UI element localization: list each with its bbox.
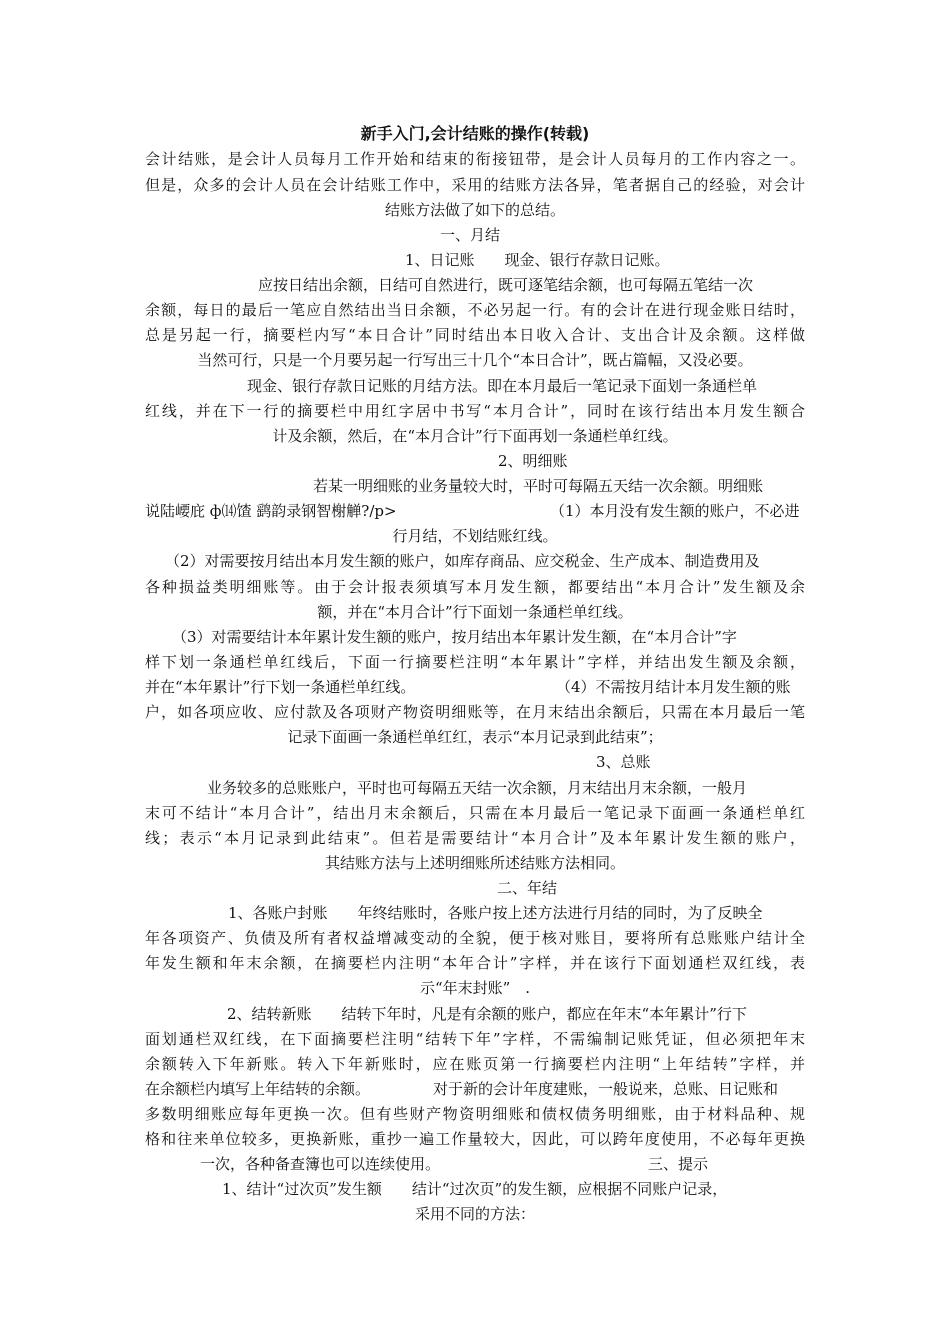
- paragraph-line: 记录下面画一条通栏单红红，表示“本月记录到此结束”；: [287, 728, 663, 746]
- paragraph-line: 末可不结计“本月合计”，结出月末余额后，只需在本月最后一笔记录下面画一条通栏单红: [145, 804, 805, 822]
- paragraph-line: 并在“本年累计”行下划一条通栏单红线。: [145, 678, 416, 696]
- paragraph-line: 多数明细账应每年更换一次。但有些财产物资明细账和债权债务明细账，由于材料品种、规: [145, 1105, 805, 1123]
- paragraph-line: 在余额栏内填写上年结转的余额。: [145, 1080, 371, 1098]
- document-title: 新手入门,会计结账的操作(转载): [360, 124, 590, 143]
- paragraph-line: 格和往来单位较多，更换新账，重抄一遍工作量较大，因此，可以跨年度使用，不必每年更换: [145, 1130, 805, 1148]
- paragraph-line: （2）对需要按月结出本月发生额的账户，如库存商品、应交税金、生产成本、制造费用及: [165, 552, 760, 570]
- paragraph-line: 1、结计“过次页”发生额 结计“过次页”的发生额，应根据不同账户记录，: [222, 1180, 728, 1198]
- subheading-general-ledger: 3、总账: [596, 753, 651, 771]
- paragraph-line: 行月结，不划结账红线。: [392, 527, 558, 545]
- paragraph-line: 当然可行，只是一个月要另起一行写出三十几个“本日合计”，既占篇幅，又没必要。: [197, 351, 753, 369]
- paragraph-line: 余额，每日的最后一笔应自然结出当日余额，不必另起一行。有的会计在进行现金账日结时，: [145, 301, 805, 319]
- paragraph-line: 应按日结出余额，日结可自然进行，既可逐笔结余额，也可每隔五笔结一次: [258, 276, 754, 294]
- section-heading-tips: 三、提示: [648, 1155, 709, 1173]
- subheading-detail-ledger: 2、明细账: [498, 452, 568, 470]
- paragraph-line: 若某一明细账的业务量较大时，平时可每隔五天结一次余额。明细账: [313, 477, 764, 495]
- paragraph-line: 对于新的会计年度建账，一般说来，总账、日记账和: [433, 1080, 779, 1098]
- paragraph-line: 面划通栏双红线，在下面摘要栏注明“结转下年”字样，不需编制记账凭证，但必须把年末: [145, 1030, 805, 1048]
- paragraph-line: 计及余额，然后，在“本月合计”行下面再划一条通栏单红线。: [272, 427, 678, 445]
- paragraph-line: 其结账方法与上述明细账所述结账方法相同。: [324, 854, 625, 872]
- paragraph-line: 各种损益类明细账等。由于会计报表须填写本月发生额，都要结出“本月合计”发生额及余: [145, 578, 805, 596]
- paragraph-line: 采用不同的方法：: [414, 1205, 535, 1223]
- paragraph-line: 会计结账，是会计人员每月工作开始和结束的衔接钮带，是会计人员每月的工作内容之一。: [145, 150, 805, 168]
- paragraph-line: （4）不需按月结计本月发生额的账: [556, 678, 791, 696]
- paragraph-line: 年发生额和年末余额，在摘要栏内注明“本年合计”字样，并在该行下面划通栏双红线，表: [145, 954, 805, 972]
- paragraph-line: （3）对需要结计本年累计发生额的账户，按月结出本年累计发生额，在“本月合计”字: [172, 628, 737, 646]
- paragraph-line: 但是，众多的会计人员在会计结账工作中，采用的结账方法各异，笔者据自己的经验，对会计: [145, 176, 805, 194]
- paragraph-line: 年各项资产、负债及所有者权益增减变动的全貌，便于核对账目，要将所有总账账户结计全: [145, 929, 805, 947]
- subheading-journal: 1、日记账 现金、银行存款日记账。: [405, 251, 670, 269]
- paragraph-line: 结账方法做了如下的总结。: [384, 201, 565, 219]
- paragraph-line: （1）本月没有发生额的账户，不必进: [550, 502, 800, 520]
- paragraph-line: 现金、银行存款日记账的月结方法。即在本月最后一笔记录下面划一条通栏单: [247, 377, 758, 395]
- paragraph-line: 户，如各项应收、应付款及各项财产物资明细账等，在月末结出余额后，只需在本月最后一笔: [145, 703, 805, 721]
- paragraph-line: 红线，并在下一行的摘要栏中用红字居中书写“本月合计”，同时在该行结出本月发生额合: [145, 402, 805, 420]
- paragraph-line: 线；表示“本月记录到此结束”。但若是需要结计“本月合计”及本年累计发生额的账户，: [145, 829, 805, 847]
- section-heading-monthly: 一、月结: [440, 226, 501, 244]
- garbled-text-line: 说陆崾庇 ф⒁馇 鹞韵录钢智榭觯?/p>: [145, 502, 397, 520]
- paragraph-line: 额，并在“本月合计”行下面划一条通栏单红线。: [317, 603, 633, 621]
- paragraph-line: 样下划一条通栏单红线后，下面一行摘要栏注明“本年累计”字样，并结出发生额及余额，: [145, 653, 805, 671]
- paragraph-line: 一次，各种备查簿也可以连续使用。: [200, 1155, 441, 1173]
- paragraph-line: 2、结转新账 结转下年时，凡是有余额的账户，都应在年末“本年累计”行下: [227, 1005, 747, 1023]
- paragraph-line: 1、各账户封账 年终结账时，各账户按上述方法进行月结的同时，为了反映全: [228, 904, 763, 922]
- paragraph-line: 余额转入下年新账。转入下年新账时，应在账页第一行摘要栏内注明“上年结转”字样，并: [145, 1055, 805, 1073]
- paragraph-line: 总是另起一行，摘要栏内写“本日合计”同时结出本日收入合计、支出合计及余额。这样做: [145, 326, 805, 344]
- paragraph-line: 业务较多的总账账户，平时也可每隔五天结一次余额，月末结出月末余额，一般月: [207, 779, 748, 797]
- section-heading-yearly: 二、年结: [497, 879, 558, 897]
- paragraph-line: 示“年末封账” .: [419, 979, 531, 997]
